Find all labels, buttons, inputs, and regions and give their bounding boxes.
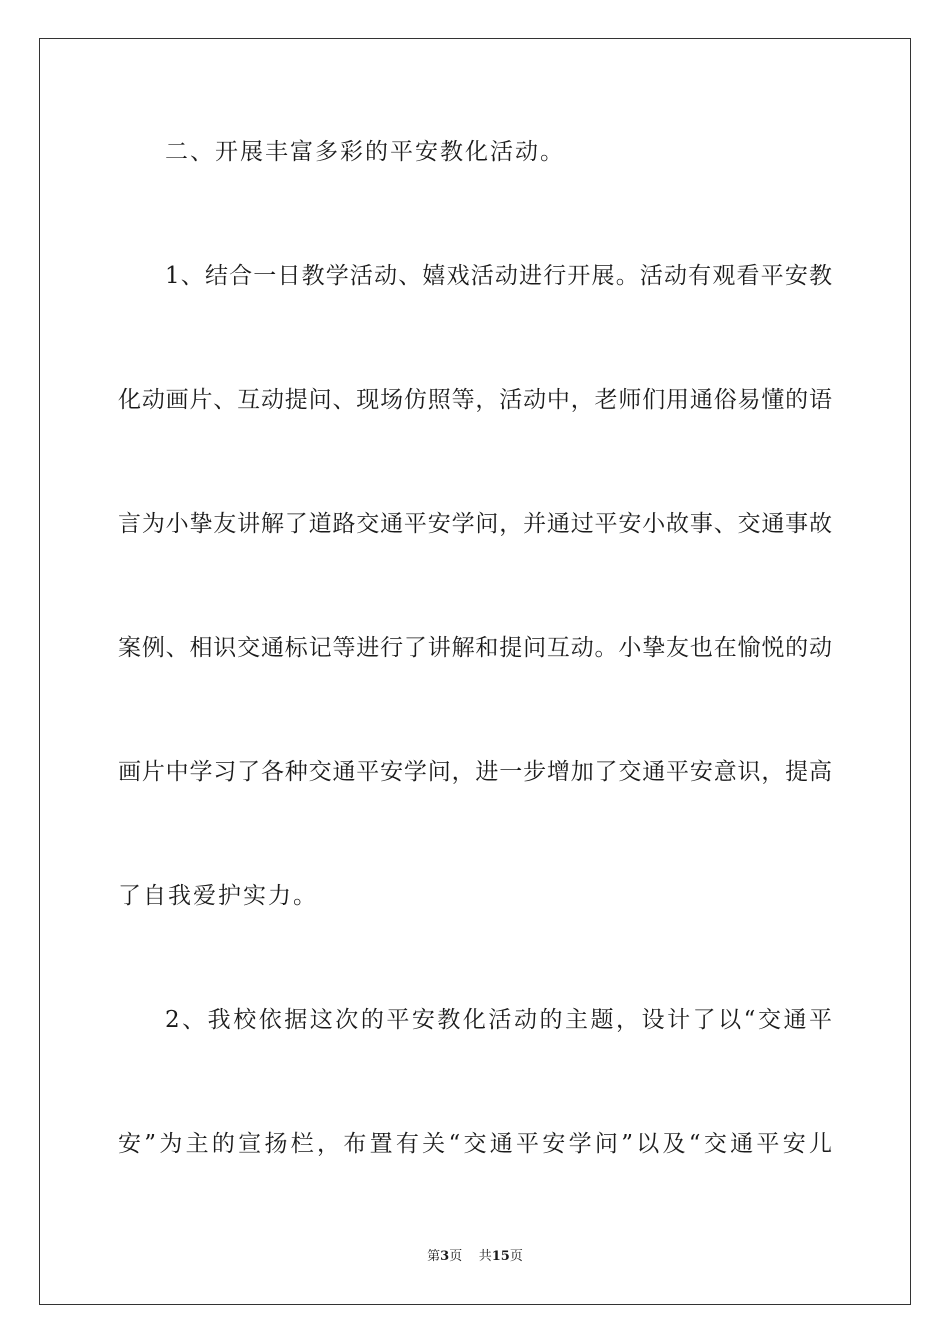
footer-page-number: 3 [440, 1249, 450, 1264]
paragraph-line: 案例、相识交通标记等进行了讲解和提问互动。小挚友也在愉悦的动 [118, 635, 832, 661]
page-footer [0, 1248, 950, 1266]
paragraph-line: 安”为主的宣扬栏，布置有关“交通平安学问”以及“交通平安儿 [118, 1131, 832, 1157]
paragraph-line: 了自我爱护实力。 [118, 883, 318, 909]
paragraph-line: 化动画片、互动提问、现场仿照等，活动中，老师们用通俗易懂的语 [118, 387, 832, 413]
paragraph-line: 1、结合一日教学活动、嬉戏活动进行开展。活动有观看平安教 [165, 263, 832, 289]
paragraph-line: 2、我校依据这次的平安教化活动的主题，设计了以“交通平 [165, 1007, 832, 1033]
footer-total-suffix: 页 [509, 1249, 523, 1264]
footer-total-label: 共 [478, 1249, 492, 1264]
paragraph-line: 画片中学习了各种交通平安学问，进一步增加了交通平安意识，提高 [118, 759, 832, 785]
footer-page-label: 第 [427, 1249, 441, 1264]
footer-page-suffix: 页 [449, 1249, 463, 1264]
footer-total-pages: 15 [491, 1249, 510, 1264]
paragraph-line: 言为小挚友讲解了道路交通平安学问，并通过平安小故事、交通事故 [118, 511, 832, 537]
section-heading: 二、开展丰富多彩的平安教化活动。 [165, 139, 565, 165]
page-border [39, 38, 911, 1305]
